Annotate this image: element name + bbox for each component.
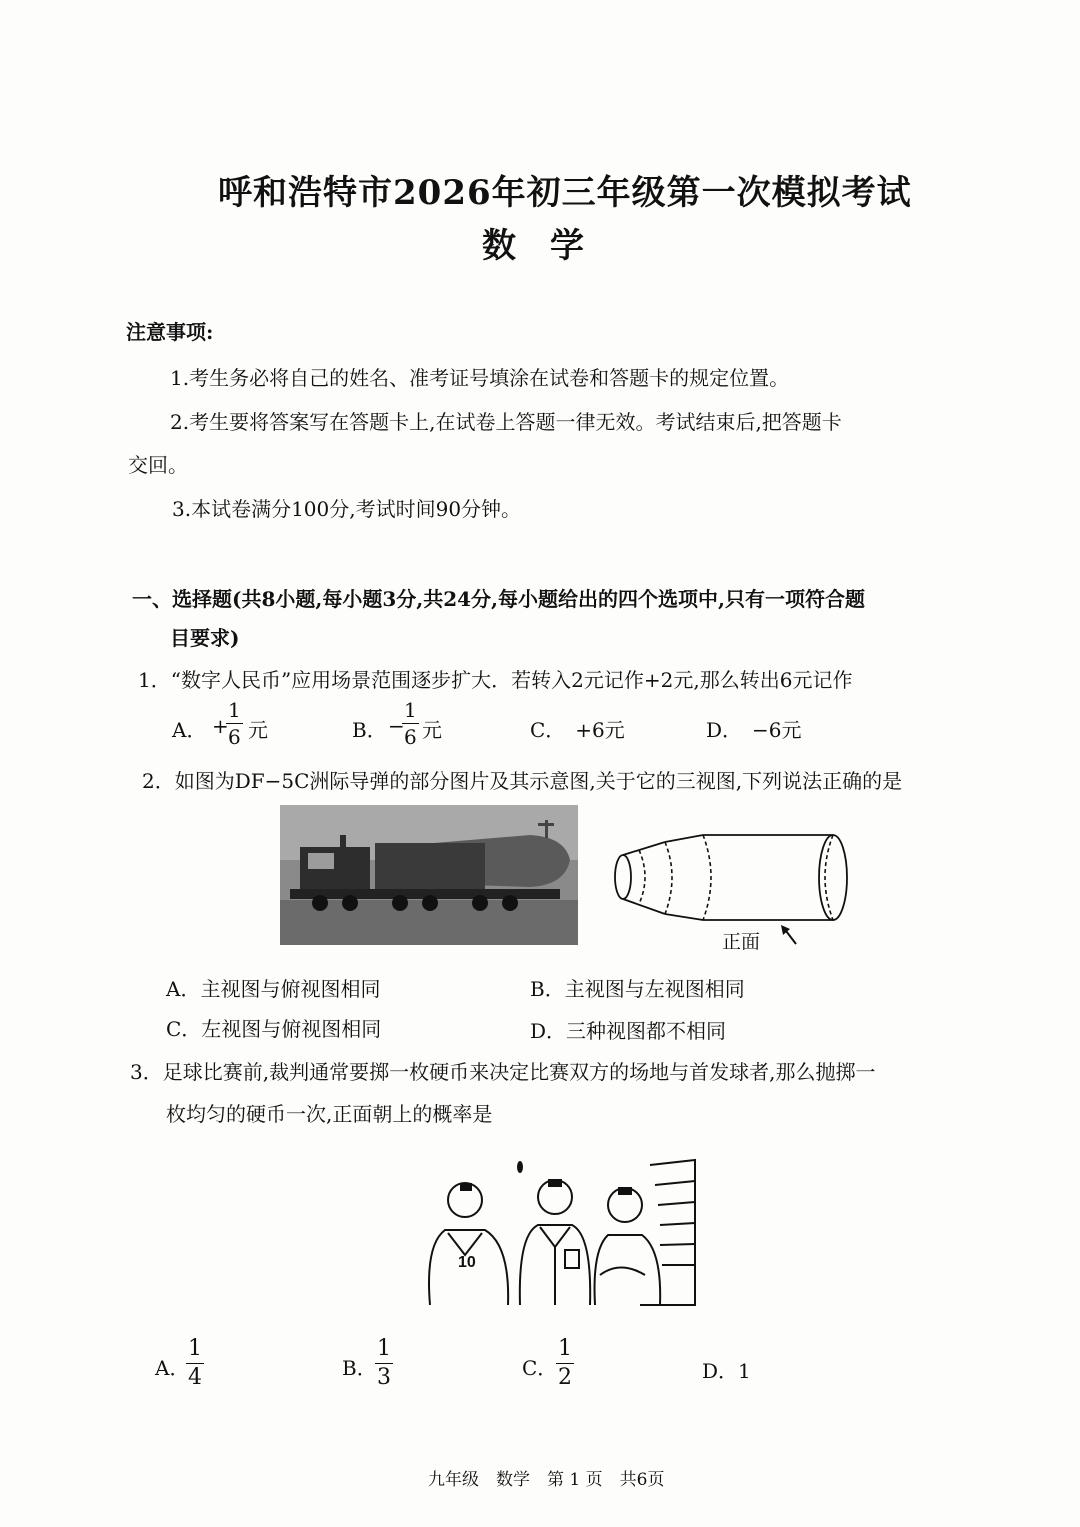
q2-stem: 2．如图为DF−5C洲际导弹的部分图片及其示意图,关于它的三视图,下列说法正确的是 — [142, 769, 903, 793]
q1-option-c: C． +6元 — [530, 718, 625, 742]
q2-option-c: C．左视图与俯视图相同 — [166, 1017, 382, 1041]
q3-option-b-denominator: 3 — [377, 1365, 391, 1390]
page-footer: 九年级 数学 第 1 页 共6页 — [428, 1470, 665, 1490]
missile-schematic — [605, 830, 855, 930]
q1-option-b-label: B． — [352, 718, 387, 742]
q1-option-a-denominator: 6 — [228, 725, 241, 749]
notice-heading: 注意事项: — [126, 320, 214, 344]
q1-option-b-sign: − — [388, 714, 405, 738]
q3-option-a-denominator: 4 — [188, 1365, 202, 1390]
q3-option-b-numerator: 1 — [375, 1338, 393, 1364]
exam-subject: 数 学 — [482, 226, 584, 266]
q1-option-a-unit: 元 — [248, 718, 268, 742]
q3-option-a-label: A． — [155, 1356, 190, 1380]
q1-option-b-denominator: 6 — [404, 725, 417, 749]
q3-stem-cont: 枚均匀的硬币一次,正面朝上的概率是 — [166, 1102, 493, 1126]
q1-option-a-label: A． — [172, 718, 207, 742]
q1-option-b-fraction — [402, 700, 419, 747]
q3-option-c-denominator: 2 — [558, 1365, 572, 1390]
q1-option-b-numerator: 1 — [404, 698, 417, 722]
notice-item-2-cont: 交回。 — [128, 453, 188, 477]
q3-option-c-numerator: 1 — [556, 1338, 574, 1364]
q3-option-a-numerator: 1 — [186, 1338, 204, 1364]
q3-option-a-fraction — [186, 1338, 204, 1389]
q2-option-a: A．主视图与俯视图相同 — [166, 977, 381, 1001]
missile-photo — [280, 805, 578, 945]
notice-item-2: 2.考生要将答案写在答题卡上,在试卷上答题一律无效。考试结束后,把答题卡 — [170, 410, 842, 434]
q2-option-d: D．三种视图都不相同 — [530, 1019, 727, 1043]
q1-option-b-unit: 元 — [422, 718, 442, 742]
front-arrow-icon — [778, 922, 800, 948]
q2-front-label: 正面 — [722, 931, 761, 953]
q1-stem: 1．“数字人民币”应用场景范围逐步扩大．若转入2元记作+2元,那么转出6元记作 — [138, 668, 853, 692]
coin-toss-illustration — [420, 1155, 700, 1315]
q3-option-c-label: C． — [522, 1356, 558, 1380]
exam-title: 呼和浩特市2026年初三年级第一次模拟考试 — [218, 173, 912, 213]
q3-option-d: D．1 — [702, 1359, 751, 1383]
q2-option-b: B．主视图与左视图相同 — [530, 977, 745, 1001]
notice-item-3: 3.本试卷满分100分,考试时间90分钟。 — [172, 497, 522, 521]
section1-heading-cont: 目要求) — [170, 626, 240, 650]
q3-option-c-fraction — [556, 1338, 574, 1389]
q3-stem: 3．足球比赛前,裁判通常要掷一枚硬币来决定比赛双方的场地与首发球者,那么抛掷一 — [130, 1060, 876, 1084]
q1-option-a-numerator: 1 — [228, 698, 241, 722]
jersey-number: 10 — [458, 1254, 476, 1271]
notice-item-1: 1.考生务必将自己的姓名、准考证号填涂在试卷和答题卡的规定位置。 — [170, 366, 790, 390]
q1-option-a-fraction — [226, 700, 243, 747]
q3-option-b-label: B． — [342, 1356, 377, 1380]
q1-option-d: D． −6元 — [706, 718, 802, 742]
q3-option-b-fraction — [375, 1338, 393, 1389]
q1-option-a-sign: + — [212, 714, 229, 738]
section1-heading: 一、选择题(共8小题,每小题3分,共24分,每小题给出的四个选项中,只有一项符合题 — [132, 587, 865, 611]
